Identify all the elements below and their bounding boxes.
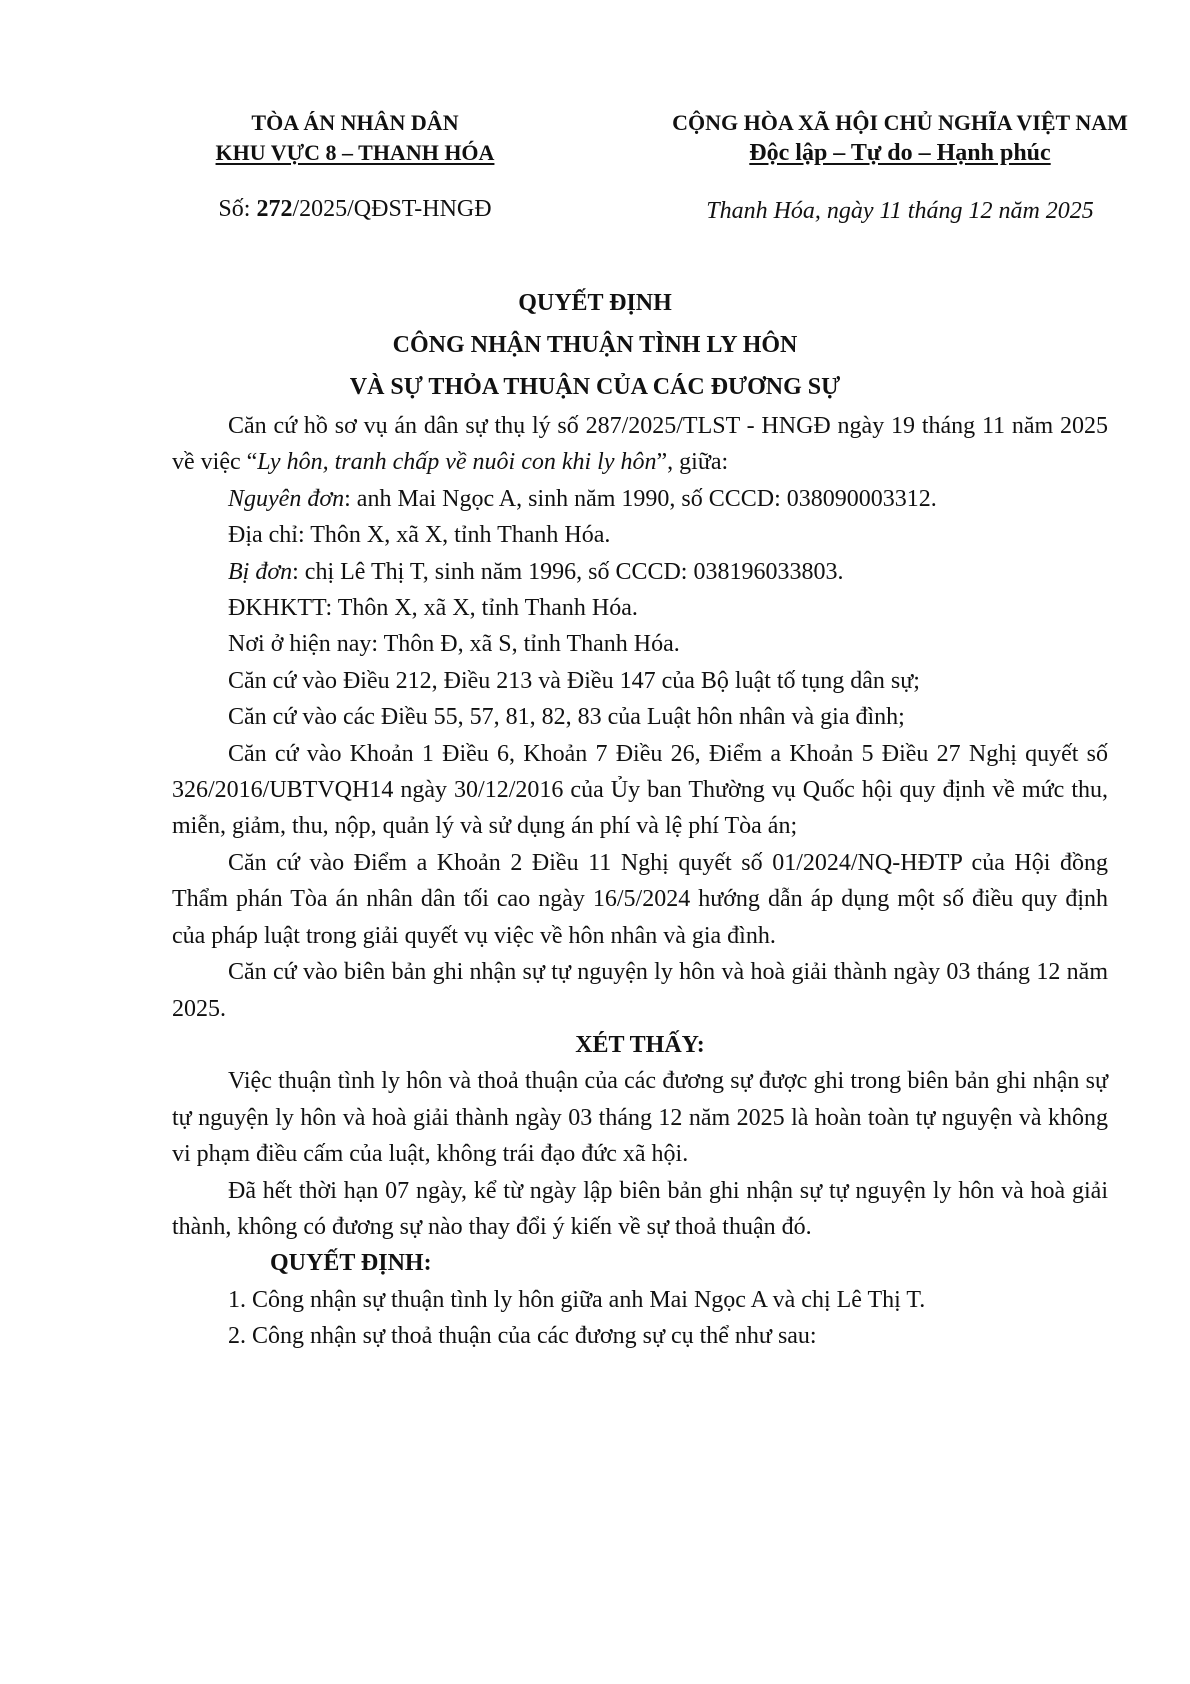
plaintiff-text: : anh Mai Ngọc A, sinh năm 1990, số CCCD: 038090003312. xyxy=(344,485,937,512)
legal-basis-2: Căn cứ vào các Điều 55, 57, 81, 82, 83 của Luật hôn nhân và gia đình; xyxy=(228,704,905,731)
decision-number-suffix: /2025/QĐST-HNGĐ xyxy=(292,196,492,222)
document-body xyxy=(172,408,1108,1355)
defendant-registration: ĐKHKTT: Thôn X, xã X, tỉnh Thanh Hóa. xyxy=(228,595,638,622)
national-block xyxy=(640,108,1160,225)
decision-item-2: 2. Công nhận sự thoả thuận của các đương sự cụ thể như sau: xyxy=(228,1323,817,1350)
case-basis-text-b: ”, giữa: xyxy=(656,449,729,476)
court-block xyxy=(160,108,550,223)
case-subject: Ly hôn, tranh chấp về nuôi con khi ly hôn xyxy=(257,449,657,476)
case-basis-paragraph xyxy=(172,408,1108,481)
case-basis-text-a: Căn cứ hồ sơ vụ án dân sự thụ lý số 287/2025/TLST - HNGĐ ngày 19 tháng 11 năm 2025 về việc “ xyxy=(172,413,1108,476)
considering-paragraph-1: Việc thuận tình ly hôn và thoả thuận của các đương sự được ghi trong biên bản ghi nhận sự tự nguyện ly hôn và hoà giải thành ngày 03 tháng 12 năm 2025 là hoàn toàn tự nguyện và không vi phạm điều cấm của luật, không trái đạo đức xã hội. xyxy=(172,1068,1108,1168)
decision-item-1: 1. Công nhận sự thuận tình ly hôn giữa anh Mai Ngọc A và chị Lê Thị T. xyxy=(228,1286,926,1313)
title-line-1: QUYẾT ĐỊNH xyxy=(518,290,672,316)
decision-number-value: 272 xyxy=(256,196,293,222)
national-title: CỘNG HÒA XÃ HỘI CHỦ NGHĨA VIỆT NAM xyxy=(672,110,1128,135)
title-line-3: VÀ SỰ THỎA THUẬN CỦA CÁC ĐƯƠNG SỰ xyxy=(349,374,841,400)
legal-basis-3: Căn cứ vào Khoản 1 Điều 6, Khoản 7 Điều 26, Điểm a Khoản 5 Điều 27 Nghị quyết số 326/2016/UBTVQH14 ngày 30/12/2016 của Ủy ban Thường vụ Quốc hội quy định về mức thu, miễn, giảm, thu, nộp, quản lý và sử dụng án phí và lệ phí Tòa án; xyxy=(172,740,1108,840)
decision-number-prefix: Số: xyxy=(218,196,257,222)
issue-date: Thanh Hóa, ngày 11 tháng 12 năm 2025 xyxy=(706,198,1094,224)
legal-basis-1: Căn cứ vào Điều 212, Điều 213 và Điều 147 của Bộ luật tố tụng dân sự; xyxy=(228,667,920,694)
court-region: KHU VỰC 8 – THANH HÓA xyxy=(215,140,495,165)
defendant-current-address: Nơi ở hiện nay: Thôn Đ, xã S, tỉnh Thanh Hóa. xyxy=(228,631,680,658)
national-motto: Độc lập – Tự do – Hạnh phúc xyxy=(749,140,1051,166)
document-header xyxy=(0,108,1190,248)
title-line-2: CÔNG NHẬN THUẬN TÌNH LY HÔN xyxy=(392,332,798,358)
section-decision: QUYẾT ĐỊNH: xyxy=(270,1250,432,1277)
decision-number xyxy=(160,196,550,223)
plaintiff-label: Nguyên đơn xyxy=(228,485,345,512)
considering-paragraph-2: Đã hết thời hạn 07 ngày, kể từ ngày lập biên bản ghi nhận sự tự nguyện ly hôn và hoà giải thành, không có đương sự nào thay đổi ý kiến về sự thoả thuận đó. xyxy=(172,1177,1108,1240)
plaintiff-paragraph xyxy=(172,481,1108,517)
defendant-label: Bị đơn xyxy=(228,558,293,585)
document-title xyxy=(0,282,1190,408)
plaintiff-address: Địa chỉ: Thôn X, xã X, tỉnh Thanh Hóa. xyxy=(228,522,611,549)
section-considering: XÉT THẤY: xyxy=(575,1031,705,1058)
legal-basis-4: Căn cứ vào Điểm a Khoản 2 Điều 11 Nghị quyết số 01/2024/NQ-HĐTP của Hội đồng Thẩm phán Tòa án nhân dân tối cao ngày 16/5/2024 hướng dẫn áp dụng một số điều quy định của pháp luật trong giải quyết vụ việc về hôn nhân và gia đình. xyxy=(172,849,1108,949)
defendant-text: : chị Lê Thị T, sinh năm 1996, số CCCD: 038196033803. xyxy=(292,558,844,585)
defendant-paragraph xyxy=(172,554,1108,590)
legal-basis-5: Căn cứ vào biên bản ghi nhận sự tự nguyện ly hôn và hoà giải thành ngày 03 tháng 12 năm 2025. xyxy=(172,959,1108,1022)
court-name: TÒA ÁN NHÂN DÂN xyxy=(251,110,459,135)
